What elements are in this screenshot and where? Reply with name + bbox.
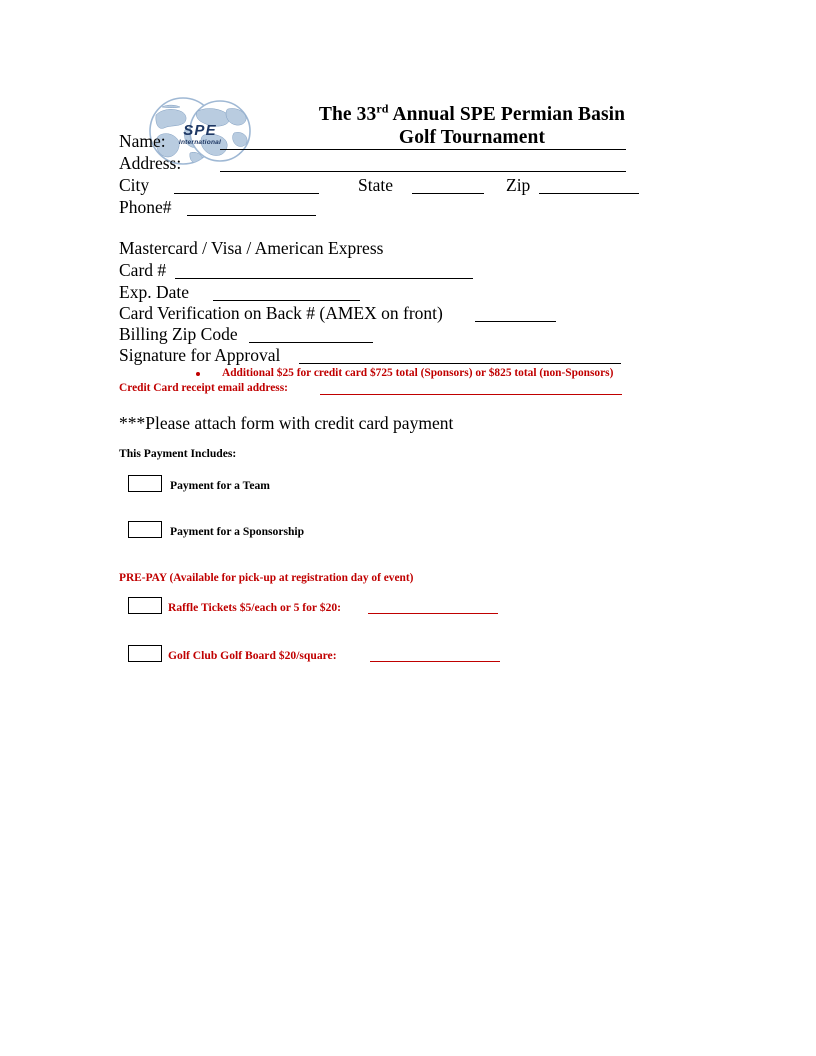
checkbox-raffle-tickets[interactable]: [128, 597, 162, 614]
checkbox-payment-sponsorship[interactable]: [128, 521, 162, 538]
attach-form-note: ***Please attach form with credit card payment: [119, 413, 454, 433]
receipt-email-input-line[interactable]: [320, 394, 622, 395]
signature-label: Signature for Approval: [119, 345, 281, 365]
card-types-label: Mastercard / Visa / American Express: [119, 238, 384, 258]
zip-label: Zip: [506, 175, 531, 195]
name-input-line[interactable]: [220, 149, 626, 150]
city-label: City: [119, 175, 150, 195]
svg-text:SPE: SPE: [183, 122, 217, 139]
golf-board-input-line[interactable]: [370, 661, 500, 662]
payment-includes-header: This Payment Includes:: [119, 447, 237, 460]
bullet-point-icon: [196, 372, 200, 376]
checkbox-payment-team[interactable]: [128, 475, 162, 492]
title-line-2: Golf Tournament: [398, 127, 546, 148]
zip-input-line[interactable]: [539, 193, 639, 194]
credit-card-fee-notice: Additional $25 for credit card $725 total (Sponsors) or $825 total (non-Sponsors): [222, 367, 614, 379]
address-label: Address:: [119, 153, 182, 173]
city-input-line[interactable]: [174, 193, 319, 194]
phone-input-line[interactable]: [187, 215, 316, 216]
exp-date-input-line[interactable]: [213, 300, 360, 301]
card-number-label: Card #: [119, 260, 167, 280]
label-payment-team: Payment for a Team: [170, 479, 270, 492]
title-suffix: Annual SPE Permian Basin: [388, 104, 626, 125]
phone-label: Phone#: [119, 197, 172, 217]
exp-date-label: Exp. Date: [119, 282, 189, 302]
title-ordinal-suffix: rd: [376, 101, 389, 116]
label-payment-sponsorship: Payment for a Sponsorship: [170, 525, 305, 538]
billing-zip-label: Billing Zip Code: [119, 324, 238, 344]
billing-zip-input-line[interactable]: [249, 342, 373, 343]
raffle-tickets-input-line[interactable]: [368, 613, 498, 614]
state-input-line[interactable]: [412, 193, 484, 194]
receipt-email-label: Credit Card receipt email address:: [119, 382, 288, 394]
cvv-label: Card Verification on Back # (AMEX on front): [119, 303, 443, 323]
prepay-header: PRE-PAY (Available for pick-up at registration day of event): [119, 572, 414, 584]
label-golf-board: Golf Club Golf Board $20/square:: [168, 649, 337, 662]
page-title: [262, 103, 682, 149]
name-label: Name:: [119, 131, 166, 151]
address-input-line[interactable]: [220, 171, 626, 172]
svg-text:International: International: [178, 139, 222, 146]
checkbox-golf-board[interactable]: [128, 645, 162, 662]
title-prefix: The 33: [318, 104, 377, 125]
state-label: State: [358, 175, 393, 195]
signature-input-line[interactable]: [299, 363, 621, 364]
title-line-1: [262, 103, 682, 126]
card-number-input-line[interactable]: [175, 278, 473, 279]
document-header: [0, 45, 816, 148]
cvv-input-line[interactable]: [475, 321, 556, 322]
label-raffle-tickets: Raffle Tickets $5/each or 5 for $20:: [168, 601, 342, 614]
